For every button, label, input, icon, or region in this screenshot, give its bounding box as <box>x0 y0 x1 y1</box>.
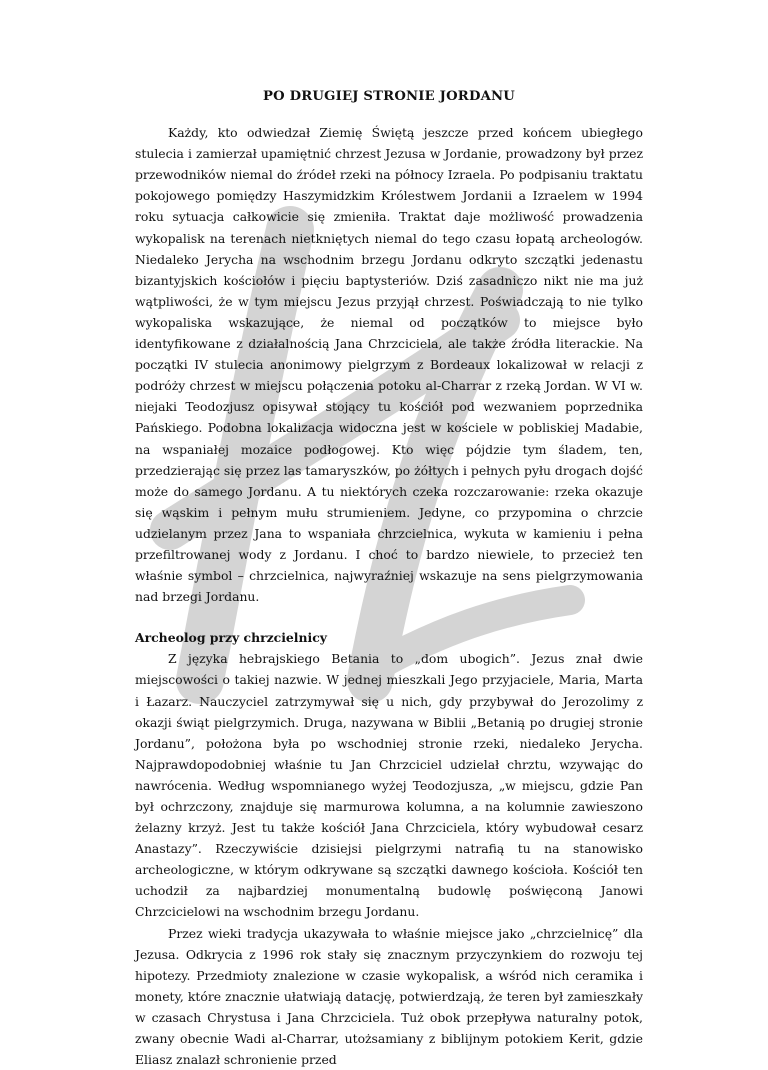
section-paragraph-2: Przez wieki tradycja ukazywała to właśnie miejsce jako „chrzcielnicę” dla Jezusa. Odkrycia z 1996 rok stały się znacznym przyczynkiem do rozwoju tej hipotezy. Przedmioty znalezione w czasie wykopalisk, a wśród nich ceramika i monety, które znacznie ułatwiają datację, potwierdzają, że teren był zamieszkały w czasach Chrystusa i Jana Chrzciciela. Tuż obok przepływa naturalny potok, zwany obecnie Wadi al-Charrar, utożsamiany z biblijnym potokiem Kerit, gdzie Eliasz znalazł schronienie przed <box>135 925 643 1068</box>
intro-paragraph: Każdy, kto odwiedzał Ziemię Świętą jeszcze przed końcem ubiegłego stulecia i zamierzał upamiętnić chrzest Jezusa w Jordanie, prowadzony był przez przewodników niemal do źródeł rzeki na północy Izraela. Po podpisaniu traktatu pokojowego pomiędzy Haszymidzkim Królestwem Jordanii a Izraelem w 1994 roku sytuacja całkowicie się zmieniła. Traktat daje możliwość prowadzenia wykopalisk na terenach nietkniętych niemal do tego czasu łopatą archeologów. Niedaleko Jerycha na wschodnim brzegu Jordanu odkryto szczątki jedenastu bizantyjskich kościołów i pięciu baptysteriów. Dziś zasadniczo nikt nie ma już wątpliwości, że w tym miejscu Jezus przyjął chrzest. Poświadczają to nie tylko wykopaliska wskazujące, że niemal od początków to miejsce było identyfikowane z działalnością Jana Chrzciciela, ale także źródła literackie. Na początki IV stulecia anonimowy pielgrzym z Bordeaux lokalizował w relacji z podróży chrzest w miejscu połączenia potoku al-Charrar z rzeką Jordan. W VI w. niejaki Teodozjusz opisywał stojący tu kościół pod wezwaniem poprzednika Pańskiego. Podobna lokalizacja widoczna jest w kościele w pobliskiej Madabie, na wspaniałej mozaice podłogowej. Kto więc pójdzie tym śladem, ten, przedzierając się przez las tamaryszków, po żółtych i pełnych pyłu drogach dojść może do samego Jordanu. A tu niektórych czeka rozczarowanie: rzeka okazuje się wąskim i pełnym mułu strumieniem. Jedyne, co przypomina o chrzcie udzielanym przez Jana to wspaniała chrzcielnica, wykuta w kamieniu i pełna przefiltrowanej wody z Jordanu. I choć to bardzo niewiele, to przecież ten właśnie symbol – chrzcielnica, najwyraźniej wskazuje na sens pielgrzymowania nad brzegi Jordanu. <box>135 125 643 605</box>
section-heading: Archeolog przy chrzcielnicy <box>135 630 327 646</box>
section-paragraph-1: Z języka hebrajskiego Betania to „dom ubogich”. Jezus znał dwie miejscowości o takiej nazwie. W jednej mieszkali Jego przyjaciele, Maria, Marta i Łazarz. Nauczyciel zatrzymywał się u nich, gdy przybywał do Jerozolimy z okazji świąt pielgrzymich. Druga, nazywana w Biblii „Betanią po drugiej stronie Jordanu”, położona była po wschodniej stronie rzeki, niedaleko Jerycha. Najprawdopodobniej właśnie tu Jan Chrzciciel udzielał chrztu, wzywając do nawrócenia. Według wspomnianego wyżej Teodozjusza, „w miejscu, gdzie Pan był ochrzczony, znajduje się marmurowa kolumna, a na kolumnie zawieszono żelazny krzyż. Jest tu także kościół Jana Chrzciciela, który wybudował cesarz Anastazy”. Rzeczywiście dzisiejsi pielgrzymi natrafią tu na stanowisko archeologiczne, w którym odkrywane są szczątki dawnego kościoła. Kościół ten uchodził za najbardziej monumentalną budowlę poświęconą Janowi Chrzcicielowi na wschodnim brzegu Jordanu. <box>135 651 643 920</box>
document-body <box>135 86 643 1070</box>
document-title: PO DRUGIEJ STRONIE JORDANU <box>263 89 515 104</box>
